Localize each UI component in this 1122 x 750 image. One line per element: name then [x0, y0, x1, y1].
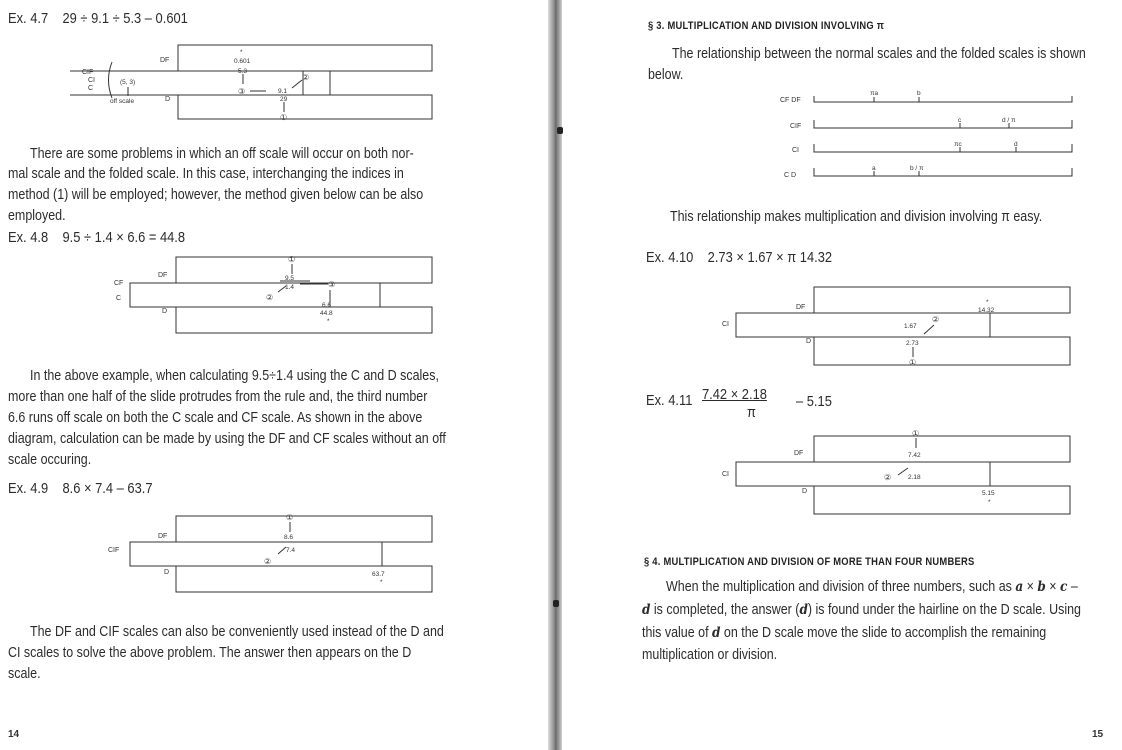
row-ci-label: CI: [792, 147, 799, 154]
value-29: 29: [280, 96, 288, 103]
scales-relationship-diagram: [762, 84, 1082, 184]
step-2-marker: ②: [264, 557, 272, 566]
step-1-marker: ①: [909, 358, 917, 367]
fraction-denominator: π: [747, 404, 756, 421]
step-3-marker: ③: [238, 87, 246, 96]
row-cf-df-line: [814, 96, 1072, 102]
step-2-arrow: [924, 325, 934, 334]
df-scale-label: DF: [160, 57, 170, 64]
mark-d-over-pi: d / π: [1002, 117, 1016, 124]
c-scale-label: C: [116, 295, 122, 302]
book-gutter: [548, 0, 562, 750]
df-scale-label: DF: [796, 304, 806, 311]
df-scale-label: DF: [794, 450, 804, 457]
value-44-8: 44.8: [320, 310, 333, 317]
row-cf-df-label: CF DF: [780, 97, 801, 104]
answer-star: *: [988, 499, 991, 506]
value-0-601: 0.601: [234, 58, 251, 65]
df-scale-label: DF: [158, 533, 168, 540]
step-1-marker: ①: [912, 429, 920, 438]
example-4-10-heading: Ex. 4.10 2.73 × 1.67 × π 14.32: [646, 249, 833, 266]
answer-star: *: [327, 318, 330, 325]
row-cif-label: CIF: [790, 123, 802, 130]
stator-lower: [814, 337, 1070, 365]
section-4-heading: § 4. MULTIPLICATION AND DIVISION OF MORE THAN FOUR NUMBERS: [644, 556, 975, 568]
answer-star: *: [986, 299, 989, 306]
d-scale-label: D: [164, 569, 170, 576]
ci-scale-label: CI: [88, 77, 95, 84]
step-1-marker: ①: [288, 255, 296, 264]
value-9-5: 9.5: [285, 275, 295, 282]
ci-scale-label: CI: [722, 321, 729, 328]
mark-b-over-pi: b / π: [910, 165, 924, 172]
slide: [736, 462, 990, 486]
example-4-7-heading: Ex. 4.7 29 ÷ 9.1 ÷ 5.3 – 0.601: [8, 10, 188, 27]
sec4-para-line4: multiplication or division.: [642, 647, 778, 663]
d-scale-label: D: [806, 338, 812, 345]
step-2-marker: ②: [302, 73, 310, 82]
sec4-para-line2: d is completed, the answer (d) is found under the hairline on the D scale. Using: [642, 602, 1081, 618]
stator-lower: [176, 566, 432, 592]
d-scale-label: D: [165, 96, 171, 103]
step-2-arrow: [292, 80, 302, 88]
slide-rule-diagram-4-8: [100, 252, 440, 342]
value-7-42: 7.42: [908, 452, 921, 459]
binding-mark: [553, 600, 559, 607]
step-2-marker: ②: [884, 473, 892, 482]
section-3-heading: § 3. MULTIPLICATION AND DIVISION INVOLVING π: [648, 20, 885, 32]
para3-line1: The DF and CIF scales can also be conveniently used instead of the D and: [30, 624, 444, 640]
step-3-marker: ③: [328, 280, 336, 289]
para1-line2: mal scale and the folded scale. In this case, interchanging the indices in: [8, 166, 404, 182]
ci-scale-label: CI: [722, 471, 729, 478]
stator-lower: [178, 95, 432, 119]
mark-d: d: [1014, 141, 1018, 148]
example-4-11-heading: Ex. 4.11: [646, 392, 693, 409]
slide-rule-diagram-4-11: [712, 428, 1082, 518]
slide: [130, 283, 380, 307]
para2-line1: In the above example, when calculating 9.5÷1.4 using the C and D scales,: [30, 368, 439, 384]
page-number: 15: [1092, 729, 1104, 740]
para1-line3: method (1) will be employed; however, the method given below can be also: [8, 187, 424, 203]
fraction-result: – 5.15: [796, 393, 832, 410]
value-9-1: 9.1: [278, 88, 288, 95]
example-4-9-heading: Ex. 4.9 8.6 × 7.4 – 63.7: [8, 480, 153, 497]
example-4-8-heading: Ex. 4.8 9.5 ÷ 1.4 × 6.6 = 44.8: [8, 229, 186, 246]
value-1-67: 1.67: [904, 323, 917, 330]
off-scale-label: off scale: [110, 98, 135, 105]
stator-upper: [178, 45, 432, 71]
value-2-73: 2.73: [906, 340, 919, 347]
slide-rule-diagram-4-9: [100, 508, 440, 598]
step-2-arrow: [278, 547, 286, 554]
stator-lower: [814, 486, 1070, 514]
para1-line1: There are some problems in which an off scale will occur on both nor-: [30, 146, 414, 162]
para2-line3: 6.6 runs off scale on both the C scale and CF scale. As shown in the above: [8, 410, 423, 426]
para1-line4: employed.: [8, 208, 66, 224]
stator-upper: [814, 287, 1070, 313]
answer-star: *: [380, 579, 383, 586]
value-5-15: 5.15: [982, 490, 995, 497]
step-2-marker: ②: [266, 293, 274, 302]
row-cif-line: [814, 120, 1072, 128]
para2-line5: scale occuring.: [8, 452, 92, 468]
mark-c: c: [958, 117, 962, 124]
mark-pi-c: πc: [954, 141, 962, 148]
step-2-marker: ②: [932, 315, 940, 324]
value-8-6: 8.6: [284, 534, 294, 541]
cif-scale-label: CIF: [82, 69, 94, 76]
step-1-marker: ①: [286, 513, 294, 522]
value-5-3: 5.3: [238, 68, 248, 75]
cf-scale-label: CF: [114, 280, 124, 287]
para2-line4: diagram, calculation can be made by using the DF and CF scales without an off: [8, 431, 446, 447]
value-14-32: 14.32: [978, 307, 995, 314]
coordinate-note: (5, 3): [120, 79, 136, 86]
scale-bracket: [109, 62, 113, 98]
mark-a: a: [872, 165, 876, 172]
c-scale-label: C: [88, 85, 94, 92]
step-1-marker: ①: [280, 113, 288, 122]
mark-pi-a: πa: [870, 90, 879, 97]
slide: [130, 542, 382, 566]
para2-line2: more than one half of the slide protrudes from the rule and, the third number: [8, 389, 428, 405]
slide-rule-diagram-4-7: [70, 40, 440, 130]
stator-lower: [176, 307, 432, 333]
stator-upper: [176, 257, 432, 283]
sec3-para2: This relationship makes multiplication and division involving π easy.: [670, 209, 1043, 225]
sec4-para-line3: this value of d on the D scale move the slide to accomplish the remaining: [642, 625, 1047, 641]
mark-b: b: [917, 90, 921, 97]
value-63-7: 63.7: [372, 571, 385, 578]
left-page: [0, 0, 550, 750]
para3-line3: scale.: [8, 666, 41, 682]
d-scale-label: D: [802, 488, 808, 495]
fraction-numerator: 7.42 × 2.18: [702, 386, 767, 403]
row-c-d-label: C D: [784, 172, 797, 179]
stator-upper: [176, 516, 432, 542]
d-scale-label: D: [162, 308, 168, 315]
df-scale-label: DF: [158, 272, 168, 279]
answer-star: *: [240, 49, 243, 56]
para3-line2: CI scales to solve the above problem. The answer then appears on the D: [8, 645, 412, 661]
row-c-d-line: [814, 168, 1072, 176]
cif-scale-label: CIF: [108, 547, 120, 554]
row-ci-line: [814, 144, 1072, 152]
slide: [736, 313, 990, 337]
step-2-arrow: [898, 468, 908, 475]
value-7-4: 7.4: [286, 547, 296, 554]
value-1-4: 1.4: [285, 284, 295, 291]
sec3-para1-line2: below.: [648, 67, 684, 83]
slide-rule-diagram-4-10: [712, 282, 1082, 372]
sec4-para-line1: When the multiplication and division of three numbers, such as a × b × c –: [666, 579, 1078, 595]
stator-upper: [814, 436, 1070, 462]
value-6-6: 6.6: [322, 302, 332, 309]
page-number: 14: [8, 729, 20, 740]
right-page: [562, 0, 1122, 750]
value-2-18: 2.18: [908, 474, 921, 481]
sec3-para1-line1: The relationship between the normal scales and the folded scales is shown: [672, 46, 1086, 62]
